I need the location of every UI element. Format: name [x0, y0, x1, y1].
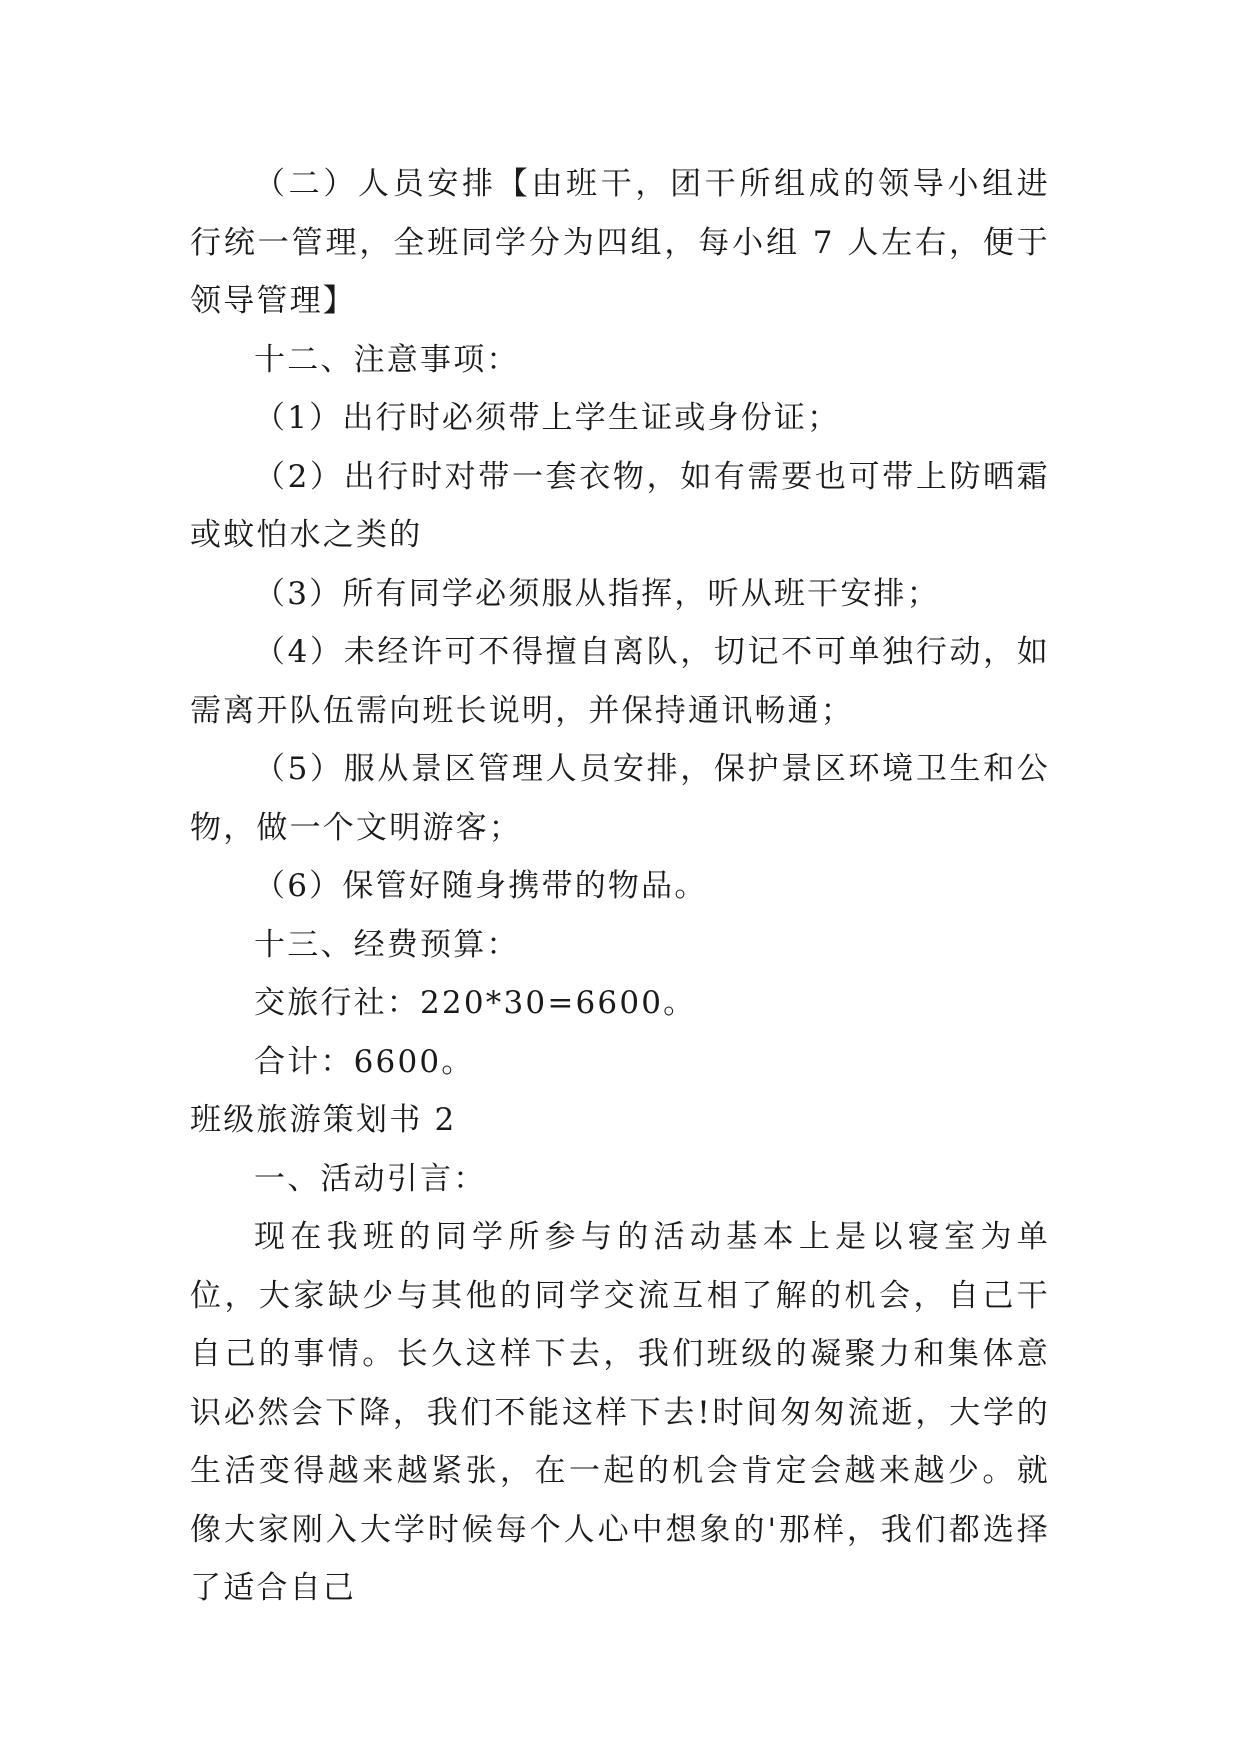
paragraph-staff-arrangement: （二）人员安排【由班干，团干所组成的领导小组进行统一管理，全班同学分为四组，每小组 7 人左右，便于领导管理】: [190, 166, 1050, 319]
list-item-3: （3）所有同学必须服从指挥，听从班干安排；: [254, 575, 940, 612]
list-item-2: （2）出行时对带一套衣物，如有需要也可带上防晒霜或蚊怕水之类的: [190, 458, 1050, 553]
budget-total: 合计：6600。: [254, 1043, 475, 1080]
paragraph-introduction: 现在我班的同学所参与的活动基本上是以寝室为单位，大家缺少与其他的同学交流互相了解的机会，自己干自己的事情。长久这样下去，我们班级的凝聚力和集体意识必然会下降，我们不能这样下去!时间匆匆流逝，大学的生活变得越来越紧张，在一起的机会肯定会越来越少。就像大家刚入大学时候每个人心中想象的'那样，我们都选择了适合自己: [190, 1219, 1050, 1606]
list-item-1: （1）出行时必须带上学生证或身份证；: [254, 400, 841, 436]
list-item-6: （6）保管好随身携带的物品。: [254, 868, 708, 904]
budget-travel-agency: 交旅行社：220*30=6600。: [254, 985, 697, 1021]
heading-section-12: 十二、注意事项：: [254, 341, 520, 378]
list-item-5: （5）服从景区管理人员安排，保护景区环境卫生和公物，做一个文明游客；: [190, 751, 1050, 846]
heading-section-1: 一、活动引言：: [254, 1160, 487, 1197]
list-item-4: （4）未经许可不得擅自离队，切记不可单独行动，如需离开队伍需向班长说明，并保持通讯畅通；: [190, 634, 1050, 729]
document-body: [190, 155, 1050, 1618]
heading-section-13: 十三、经费预算：: [254, 926, 520, 963]
document-title-2: 班级旅游策划书 2: [190, 1102, 457, 1138]
